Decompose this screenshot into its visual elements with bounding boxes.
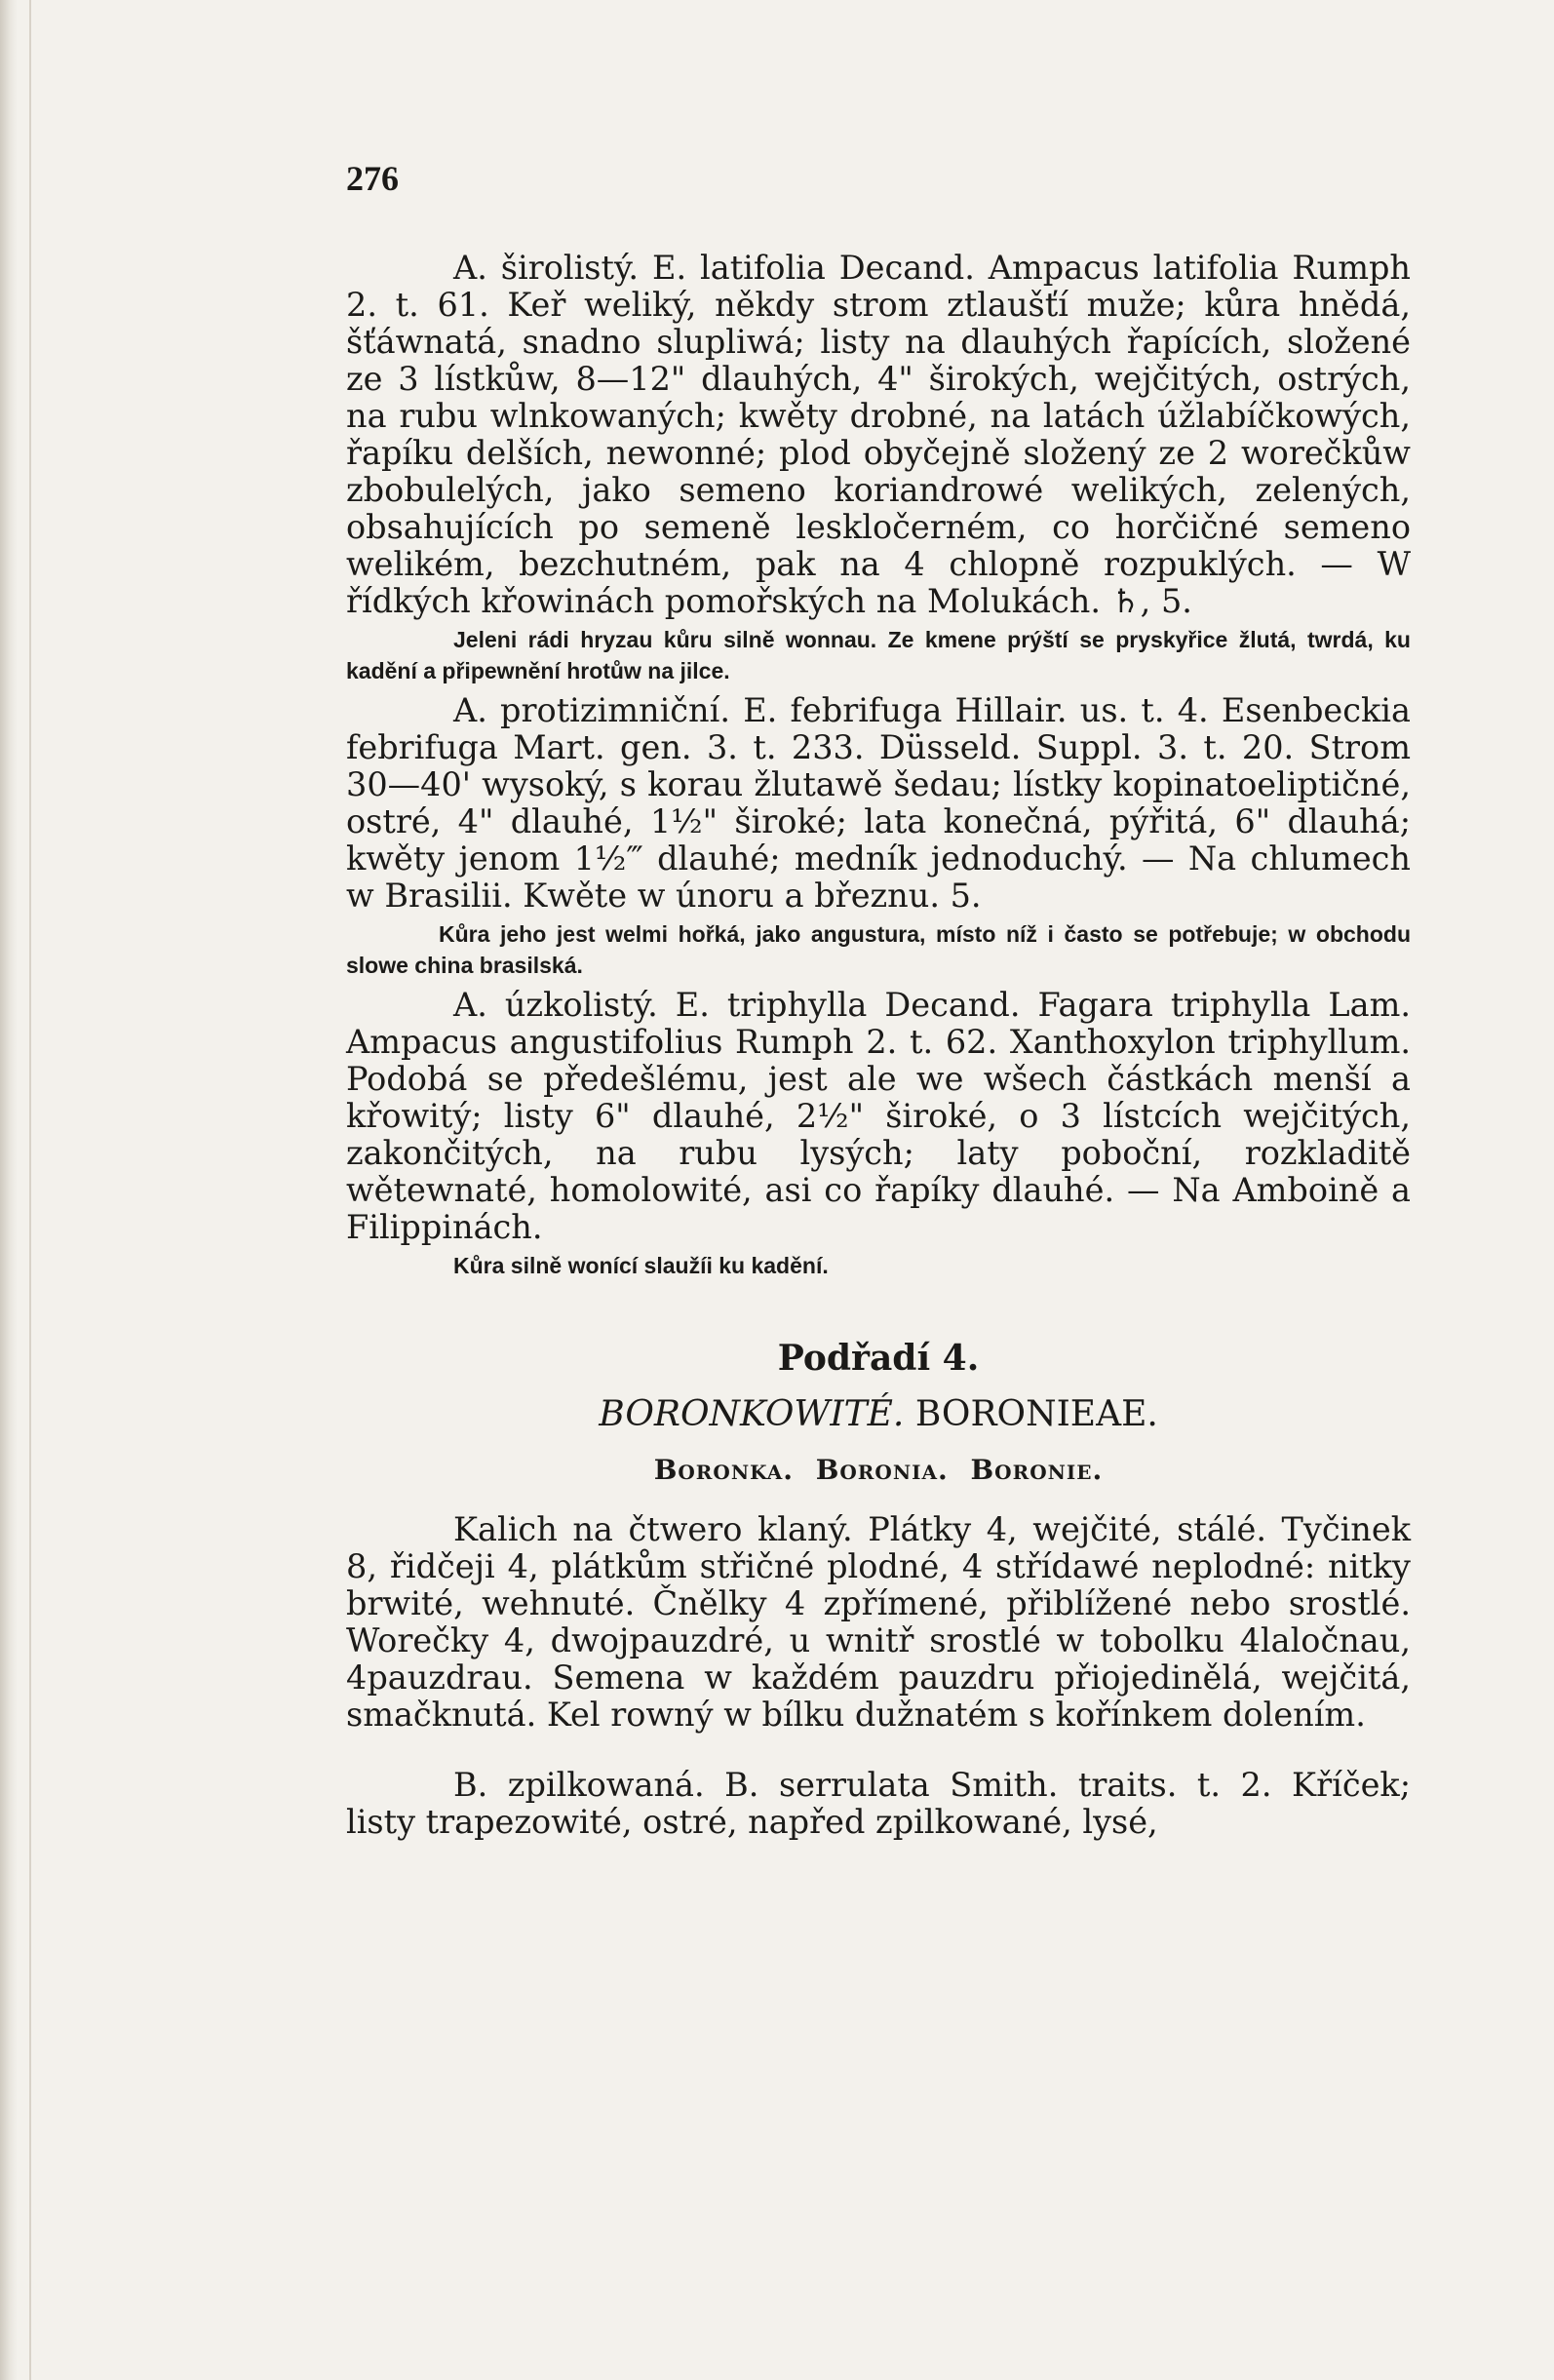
suborder-heading: Podřadí 4. [777, 1338, 980, 1379]
entry-latifolia [346, 250, 1411, 686]
family-heading [346, 1394, 1411, 1434]
entry-febrifuga [346, 692, 1411, 981]
genus-names [346, 1454, 1411, 1486]
genus-name-french: Boronie. [970, 1454, 1104, 1486]
entry-note: Kůra silně wonící slaužíi ku kadění. [453, 1253, 829, 1278]
book-page [346, 158, 1411, 1873]
genus-name-czech: Boronka. [653, 1454, 794, 1486]
entry-note: Jeleni rádi hryzau kůru silně wonnau. Ze kmene prýští se pryskyřice žlutá, twrdá, ku kadění a připewnění hrotůw na jilce. [346, 627, 1411, 683]
entry-text: A. protizimniční. E. febrifuga Hillair. us. t. 4. Esenbeckia febrifuga Mart. gen. 3. t. 233. Düsseld. Suppl. 3. t. 20. Strom 30—40' wysoký, s korau žlutawě šedau; lístky kopinatoeliptičné, ostré, 4" dlauhé, 1½" široké; lata konečná, pýřitá, 6" dlauhá; kwěty jenom 1½‴ dlauhé; medník jednoduchý. — Na chlumech w Brasilii. Kwěte w únoru a březnu. 5. [346, 691, 1411, 915]
genus-name-latin: Boronia. [815, 1454, 949, 1486]
entry-triphylla [346, 987, 1411, 1281]
entry-text: A. širolistý. E. latifolia Decand. Ampacus latifolia Rumph 2. t. 61. Keř weliký, někdy strom ztlaušťí muže; kůra hnědá, šťáwnatá, snadno slupliwá; listy na dlauhých řapících, složené ze 3 lístkůw, 8—12" dlauhých, 4" širokých, wejčitých, ostrých, na rubu wlnkowaných; kwěty drobné, na latách úžlabíčkowých, řapíku delších, newonné; plod obyčejně složený ze 2 worečkůw zbobulelých, jako semeno koriandrowé welikých, zelených, obsahujících po semeně leskločerném, co horčičné semeno welikém, bezchutném, pak na 4 chlopně rozpuklých. — W řídkých křowinách pomořských na Molukách. ♄, 5. [346, 249, 1411, 620]
entry-text: A. úzkolistý. E. triphylla Decand. Fagara triphylla Lam. Ampacus angustifolius Rumph 2. t. 62. Xanthoxylon triphyllum. Podobá se předešlému, jest ale we wšech částkách menší a křowitý; listy 6" dlauhé, 2½" široké, o 3 lístcích wejčitých, zakončitých, na rubu lysých; laty poboční, rozkladitě wětewnaté, homolowité, asi co řapíky dlauhé. — Na Amboině a Filippinách. [346, 986, 1411, 1246]
family-czech: BORONKOWITÉ. [599, 1394, 905, 1434]
genus-description: Kalich na čtwero klaný. Plátky 4, wejčité, stálé. Tyčinek 8, řidčeji 4, plátkům střičné plodné, 4 střídawé neplodné: nitky brwité, wehnuté. Čnělky 4 zpřímené, přiblížené nebo srostlé. Worečky 4, dwojpauzdré, u wnitř srostlé w tobolku 4laločnau, 4pauzdrau. Semena w každém pauzdru přiojedinělá, wejčitá, smačknutá. Kel rowný w bílku dužnatém s kořínkem dolením. [346, 1510, 1411, 1734]
family-latin: BORONIEAE. [914, 1394, 1158, 1434]
scan-edge [0, 0, 18, 2380]
entry-note: Kůra jeho jest welmi hořká, jako angustura, místo níž i často se potřebuje; w obchodu slowe china brasilská. [346, 921, 1411, 978]
entry-serrulata: B. zpilkowaná. B. serrulata Smith. traits. t. 2. Kříček; listy trapezowité, ostré, napřed zpilkowané, lysé, [346, 1765, 1411, 1841]
scan-line [29, 0, 31, 2380]
page-number: 276 [346, 159, 399, 198]
